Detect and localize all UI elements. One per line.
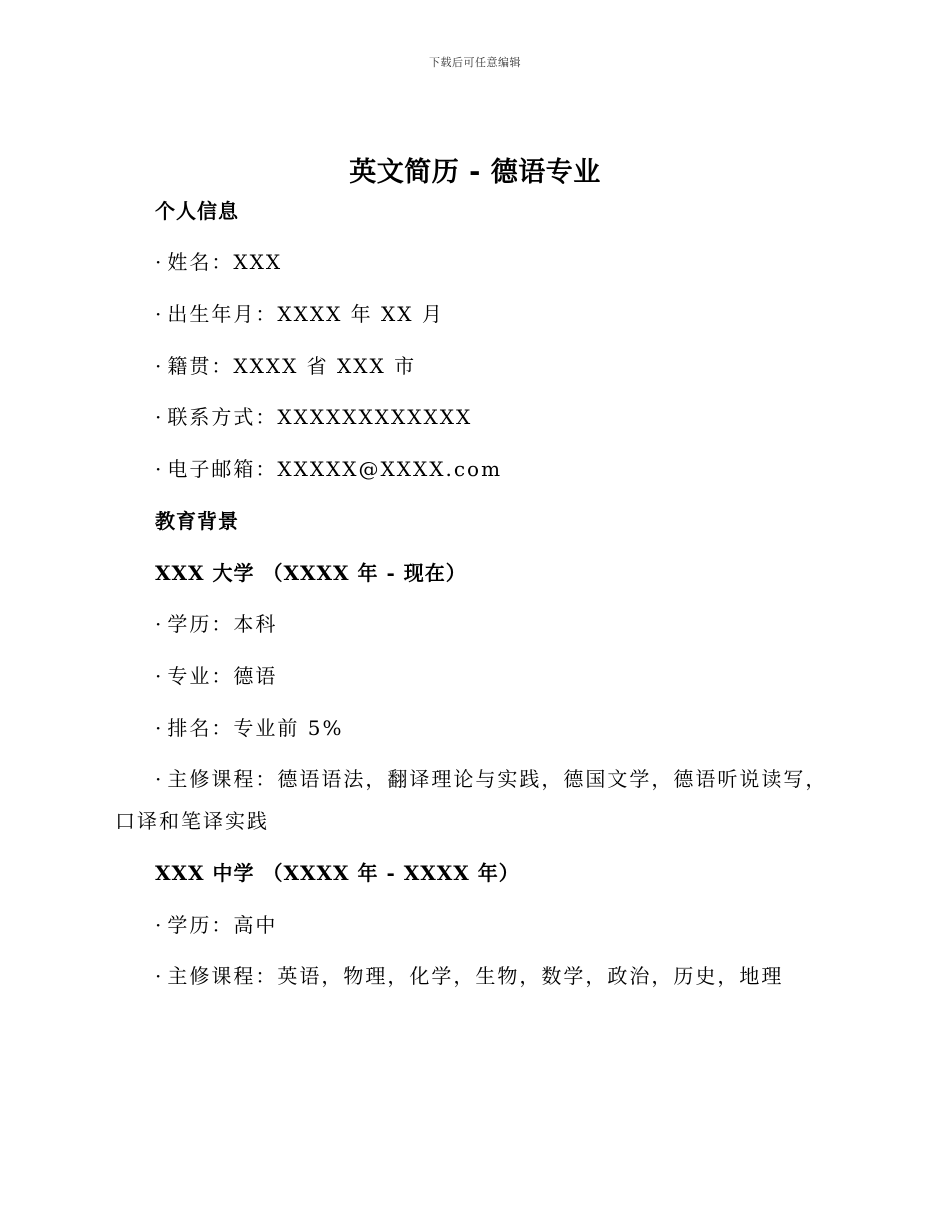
bullet-mark: · bbox=[155, 964, 164, 988]
highschool-item-text: 学历：高中 bbox=[167, 913, 278, 937]
section-heading-education: 教育背景 bbox=[155, 509, 239, 533]
bullet-mark: · bbox=[155, 457, 164, 481]
university-item-rank bbox=[155, 715, 343, 741]
personal-item-text: 姓名：XXX bbox=[167, 250, 283, 274]
personal-item-text: 出生年月：XXXX 年 XX 月 bbox=[167, 302, 444, 326]
university-item-courses-continued: 口译和笔译实践 bbox=[115, 809, 269, 833]
bullet-mark: · bbox=[155, 250, 164, 274]
personal-item-contact bbox=[155, 404, 472, 430]
personal-item-text: 电子邮箱：XXXXX@XXXX.com bbox=[167, 457, 503, 481]
bullet-mark: · bbox=[155, 405, 164, 429]
personal-item-text: 籍贯：XXXX 省 XXX 市 bbox=[167, 354, 417, 378]
bullet-mark: · bbox=[155, 913, 164, 937]
bullet-mark: · bbox=[155, 664, 164, 688]
university-item-text: 学历：本科 bbox=[167, 612, 278, 636]
personal-item-text: 联系方式：XXXXXXXXXXXX bbox=[167, 405, 473, 429]
highschool-title: XXX 中学 （XXXX 年 - XXXX 年） bbox=[155, 861, 520, 885]
personal-item-hometown bbox=[155, 353, 416, 379]
highschool-item-courses bbox=[155, 963, 783, 989]
university-item-degree bbox=[155, 611, 277, 637]
bullet-mark: · bbox=[155, 612, 164, 636]
university-item-text: 专业：德语 bbox=[167, 664, 278, 688]
personal-item-email bbox=[155, 456, 502, 482]
bullet-mark: · bbox=[155, 716, 164, 740]
personal-item-name bbox=[155, 249, 282, 275]
header-note: 下载后可任意编辑 bbox=[429, 56, 521, 69]
document-title: 英文简历 - 德语专业 bbox=[349, 157, 601, 188]
university-title: XXX 大学 （XXXX 年 - 现在） bbox=[155, 561, 467, 585]
university-item-major bbox=[155, 663, 277, 689]
bullet-mark: · bbox=[155, 302, 164, 326]
bullet-mark: · bbox=[155, 767, 164, 791]
university-item-text: 排名：专业前 5% bbox=[167, 716, 344, 740]
university-item-courses bbox=[155, 766, 827, 792]
highschool-item-text: 主修课程：英语，物理，化学，生物，数学，政治，历史，地理 bbox=[167, 964, 784, 988]
section-heading-personal: 个人信息 bbox=[155, 199, 239, 223]
bullet-mark: · bbox=[155, 354, 164, 378]
personal-item-birth bbox=[155, 301, 444, 327]
highschool-item-degree bbox=[155, 912, 277, 938]
university-item-text: 主修课程：德语语法，翻译理论与实践，德国文学，德语听说读写， bbox=[167, 767, 828, 791]
